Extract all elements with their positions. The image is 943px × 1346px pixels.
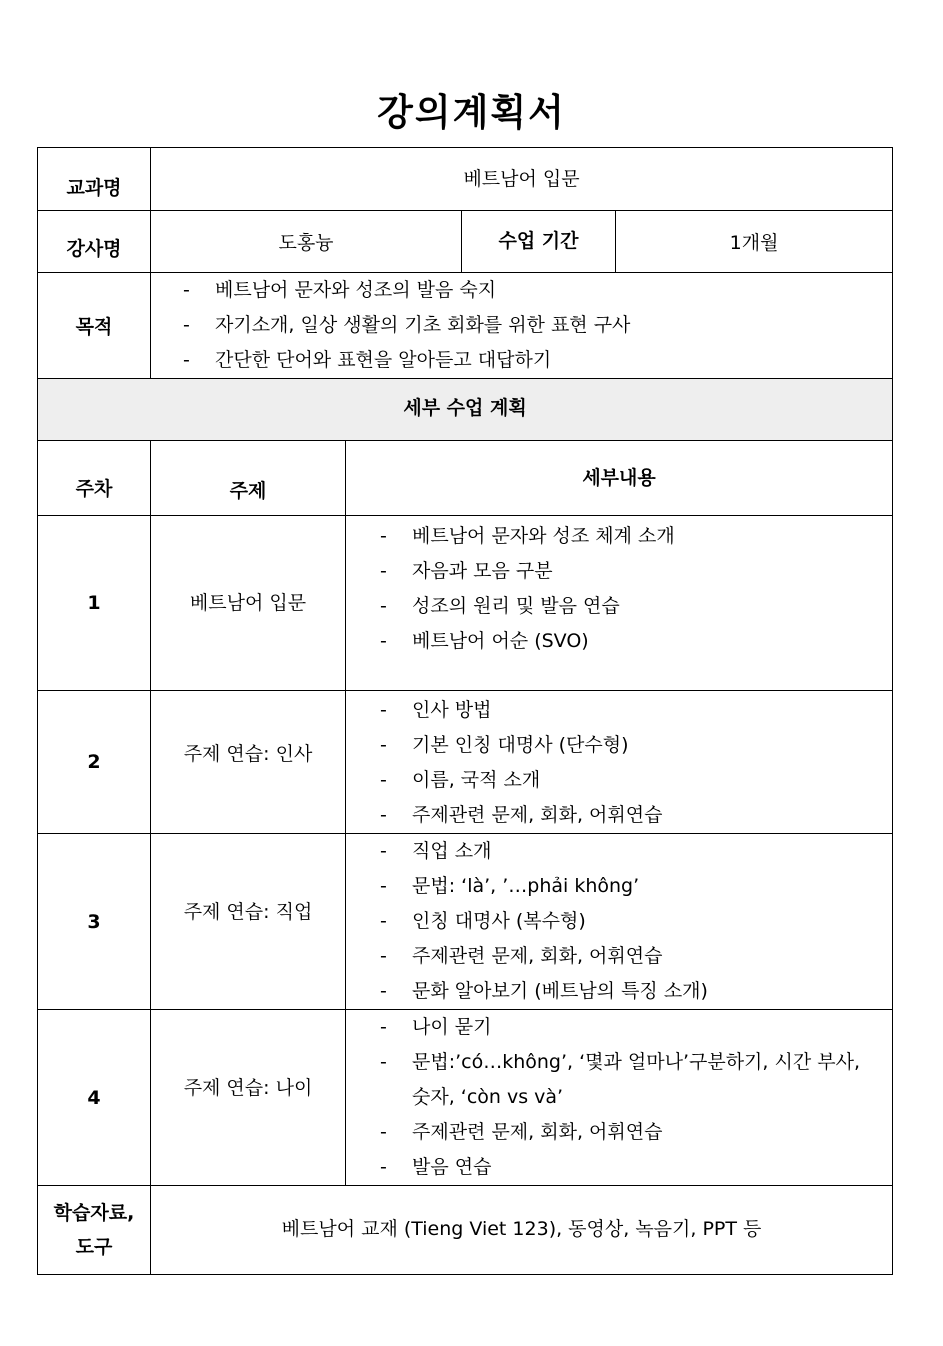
plan-header-row: [38, 441, 893, 516]
plan-section-row: [38, 379, 893, 441]
instructor-label: 강사명: [38, 211, 151, 273]
week-details-list: [346, 519, 892, 659]
instructor-value: 도홍늉: [151, 211, 462, 273]
week-details-list: [346, 834, 892, 1009]
detail-item: - 문법:’có…không’, ‘몇과 얼마나’구분하기, 시간 부사, 숫자, ‘còn vs và’: [380, 1045, 878, 1115]
objective-list: [151, 273, 892, 378]
objective-label: 목적: [38, 273, 151, 379]
week-row-1: [38, 516, 893, 691]
detail-item: - 나이 묻기: [380, 1010, 878, 1045]
week-topic: 주제 연습: 나이: [151, 1010, 346, 1186]
detail-item: - 인칭 대명사 (복수형): [380, 904, 892, 939]
detail-item: - 베트남어 어순 (SVO): [380, 624, 892, 659]
week-topic: 주제 연습: 인사: [151, 691, 346, 834]
period-value: 1개월: [616, 211, 893, 273]
course-name-label: 교과명: [38, 148, 151, 211]
col-topic-header: 주제: [151, 441, 346, 516]
detail-item: - 베트남어 문자와 성조 체계 소개: [380, 519, 892, 554]
objective-item: - 간단한 단어와 표현을 알아듣고 대답하기: [183, 343, 892, 378]
col-week-header: 주차: [38, 441, 151, 516]
detail-item: - 성조의 원리 및 발음 연습: [380, 589, 892, 624]
week-details-cell: [346, 834, 893, 1010]
week-topic: 베트남어 입문: [151, 516, 346, 691]
materials-label-line2: 도구: [75, 1236, 113, 1258]
materials-label-line1: 학습자료,: [53, 1202, 135, 1224]
week-number: 2: [38, 691, 151, 834]
col-details-header: 세부내용: [346, 441, 893, 516]
detail-item: - 자음과 모음 구분: [380, 554, 892, 589]
week-row-3: [38, 834, 893, 1010]
week-details-cell: [346, 691, 893, 834]
detail-item: - 문법: ‘là’, ’…phải không’: [380, 869, 892, 904]
week-details-list: [346, 693, 892, 833]
syllabus-table: [37, 147, 893, 1275]
document-title: 강의계획서: [377, 91, 566, 134]
week-number: 3: [38, 834, 151, 1010]
detail-item: - 인사 방법: [380, 693, 892, 728]
objective-item: - 자기소개, 일상 생활의 기초 회화를 위한 표현 구사: [183, 308, 892, 343]
materials-value: 베트남어 교재 (Tieng Viet 123), 동영상, 녹음기, PPT 등: [151, 1186, 893, 1275]
week-number: 4: [38, 1010, 151, 1186]
week-row-2: [38, 691, 893, 834]
week-details-cell: [346, 1010, 893, 1186]
instructor-row: [38, 211, 893, 273]
detail-item: - 주제관련 문제, 회화, 어휘연습: [380, 1115, 878, 1150]
week-number: 1: [38, 516, 151, 691]
materials-label: [38, 1186, 151, 1275]
course-name-value: 베트남어 입문: [151, 148, 893, 211]
detail-item: - 주제관련 문제, 회화, 어휘연습: [380, 939, 892, 974]
objective-list-cell: [151, 273, 893, 379]
week-details-list: [346, 1010, 892, 1185]
detail-item: - 주제관련 문제, 회화, 어휘연습: [380, 798, 892, 833]
detail-item: - 직업 소개: [380, 834, 892, 869]
detail-item: - 이름, 국적 소개: [380, 763, 892, 798]
objective-row: [38, 273, 893, 379]
detail-item: - 기본 인칭 대명사 (단수형): [380, 728, 892, 763]
detail-item: - 문화 알아보기 (베트남의 특징 소개): [380, 974, 892, 1009]
materials-row: [38, 1186, 893, 1275]
plan-section-title: 세부 수업 계획: [38, 379, 893, 441]
course-name-row: [38, 148, 893, 211]
detail-item: - 발음 연습: [380, 1150, 878, 1185]
period-label: 수업 기간: [462, 211, 616, 273]
week-details-cell: [346, 516, 893, 691]
week-row-4: [38, 1010, 893, 1186]
objective-item: - 베트남어 문자와 성조의 발음 숙지: [183, 273, 892, 308]
week-topic: 주제 연습: 직업: [151, 834, 346, 1010]
